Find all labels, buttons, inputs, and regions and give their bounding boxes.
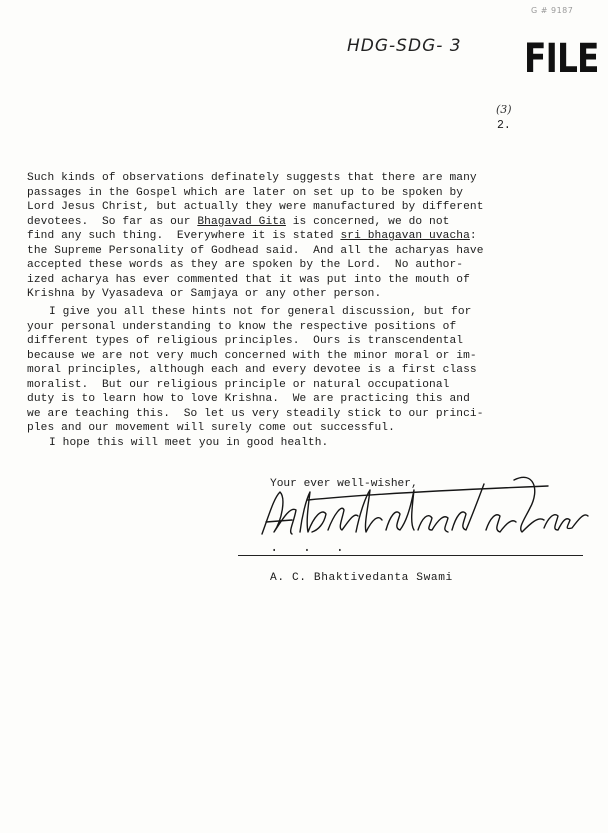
paragraph-personal-understanding: [27, 305, 587, 436]
text-line: Lord Jesus Christ, but actually they were manufactured by different: [27, 201, 484, 213]
text-line: moral principles, although each and every devotee is a first class: [27, 364, 477, 376]
text-line: passages in the Gospel which are later on set up to be spoken by: [27, 186, 464, 199]
sanskrit-phrase: sri bhagavan uvacha: [340, 230, 470, 242]
text-line: [27, 215, 587, 230]
text-line: Krishna by Vyasadeva or Samjaya or any other person.: [27, 288, 382, 300]
text-line: the Supreme Personality of Godhead said. And all the acharyas have: [27, 244, 484, 257]
text-line: your personal understanding to know the respective positions of: [27, 320, 457, 333]
text-line: I give you all these hints not for general discussion, but for: [49, 306, 472, 318]
handwritten-signature: [248, 450, 593, 545]
text-line: because we are not very much concerned with the minor moral or im-: [27, 349, 477, 362]
text-line: accepted these words as they are spoken by the Lord. No author-: [27, 259, 464, 271]
text-line: duty is to learn how to love Krishna. We are practicing this and: [27, 393, 470, 405]
paragraph-good-health: [27, 436, 587, 451]
signature-marks: . . .: [270, 540, 353, 556]
paragraph-gospel-comparison: [27, 171, 587, 302]
archive-corner-mark: G # 9187: [531, 6, 574, 15]
bhagavad-gita-title: Bhagavad Gita: [197, 215, 286, 228]
text-line: [27, 229, 587, 244]
text-line: Such kinds of observations definately suggests that there are many: [27, 172, 477, 184]
text-line: we are teaching this. So let us very steadily stick to our princi-: [27, 407, 484, 420]
text-line: different types of religious principles. Ours is transcendental: [27, 335, 464, 347]
text-line: ples and our movement will surely come out successful.: [27, 422, 395, 434]
handwritten-page-number: (3): [496, 103, 512, 116]
page-number: 2.: [497, 119, 511, 132]
text-line: ized acharya has ever commented that it was put into the mouth of: [27, 273, 470, 286]
signature-line: [238, 555, 583, 556]
text-fragment: is concerned, we do not: [285, 215, 450, 228]
text-line: I hope this will meet you in good health.: [49, 437, 329, 449]
file-stamp: FILE: [524, 36, 599, 82]
closing-salutation: Your ever well-wisher,: [270, 478, 418, 490]
text-line: moralist. But our religious principle or natural occupational: [27, 378, 450, 391]
text-fragment: find any such thing. Everywhere it is stated: [27, 230, 341, 242]
handwritten-reference-code: HDG-SDG- 3: [347, 36, 462, 56]
typed-signatory-name: A. C. Bhaktivedanta Swami: [270, 572, 453, 584]
text-fragment: devotees. So far as our: [27, 215, 198, 228]
text-fragment: :: [469, 230, 477, 242]
